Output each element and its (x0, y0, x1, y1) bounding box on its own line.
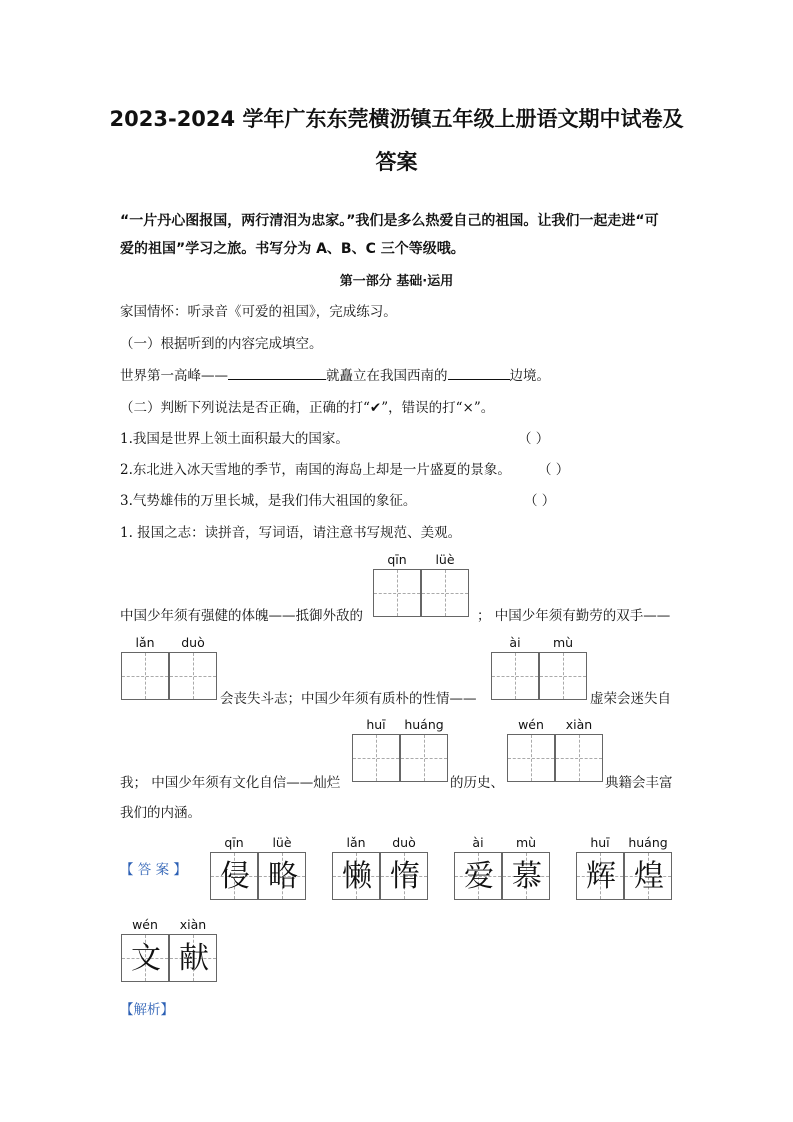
blank-border[interactable] (448, 365, 510, 380)
answer-pinyin-lue: lüè (272, 835, 292, 850)
answer-char: 侵 (220, 859, 250, 894)
pinyin-ai: ài (509, 635, 521, 650)
part1-text-a: 世界第一高峰—— (120, 368, 228, 384)
analysis-label: 【解析】 (120, 1002, 174, 1018)
q1-line4: 我们的内涵。 (120, 805, 201, 821)
q1-instruction: 1. 报国之志：读拼音，写词语，请注意书写规范、美观。 (120, 525, 462, 541)
answer-char: 文 (131, 941, 161, 976)
pinyin-xian: xiàn (565, 717, 593, 732)
answer-pinyin-ai: ài (472, 835, 484, 850)
part1-text-c: 边境。 (509, 368, 550, 384)
q1-line2-b: 虚荣会迷失自 (590, 691, 671, 707)
pinyin-wen: wén (518, 717, 544, 732)
write-box[interactable] (507, 734, 555, 782)
answer-char: 懒 (342, 859, 372, 894)
answer-char: 惰 (390, 859, 420, 894)
judge-item-2: 2.东北进入冰天雪地的季节，南国的海岛上却是一片盛夏的景象。 (120, 462, 511, 478)
pinyin-duo: duò (181, 635, 205, 650)
answer-box (502, 852, 550, 900)
answer-pinyin-huang: huáng (628, 835, 668, 850)
answer-box (624, 852, 672, 900)
pinyin-qin: qīn (387, 552, 407, 567)
q1-line3-b: 的历史、 (450, 775, 504, 791)
part1-fill-line (120, 364, 550, 384)
write-box[interactable] (169, 652, 217, 700)
pinyin-huang: huáng (404, 717, 444, 732)
part1-text-b: 就矗立在我国西南的 (326, 368, 448, 384)
doc-title-line2: 答案 (375, 150, 418, 174)
answer-char: 爱 (464, 859, 494, 894)
judge-item-3: 3.气势雄伟的万里长城，是我们伟大祖国的象征。 (120, 493, 417, 509)
blank-peak[interactable] (228, 365, 326, 380)
judge-paren-2[interactable]: （ ） (538, 462, 570, 478)
write-box[interactable] (373, 569, 421, 617)
intro-line2: 爱的祖国”学习之旅。书写分为 A、B、C 三个等级哦。 (120, 241, 465, 257)
answer-pinyin-wen: wén (132, 917, 158, 932)
pinyin-hui: huī (366, 717, 386, 732)
part2-heading: （二）判断下列说法是否正确，正确的打“✔”，错误的打“×”。 (120, 400, 495, 416)
answer-box (121, 934, 169, 982)
write-box[interactable] (421, 569, 469, 617)
answer-pinyin-mu: mù (515, 835, 537, 850)
answer-box (576, 852, 624, 900)
answer-pinyin-hui: huī (590, 835, 610, 850)
q1-line1-b: ； 中国少年须有勤劳的双手—— (477, 608, 671, 624)
question-intro: 家国情怀：听录音《可爱的祖国》，完成练习。 (120, 304, 397, 320)
q1-line2-a: 会丧失斗志；中国少年须有质朴的性情—— (220, 691, 477, 707)
answer-pinyin-xian: xiàn (179, 917, 207, 932)
judge-item-1: 1.我国是世界上领土面积最大的国家。 (120, 431, 349, 447)
answer-pinyin-lan: lǎn (346, 835, 366, 850)
intro-line1: “一片丹心图报国，两行清泪为忠家。”我们是多么热爱自己的祖国。让我们一起走进“可 (120, 213, 659, 229)
pinyin-lan: lǎn (135, 635, 155, 650)
answer-char: 辉 (586, 859, 616, 894)
judge-paren-1[interactable]: （ ） (518, 431, 550, 447)
q1-line3-c: 典籍会丰富 (605, 775, 673, 791)
write-box[interactable] (400, 734, 448, 782)
answer-char: 慕 (512, 859, 542, 894)
answer-box (332, 852, 380, 900)
answer-box (454, 852, 502, 900)
answer-char: 献 (179, 941, 209, 976)
answer-char: 略 (268, 859, 298, 894)
pinyin-mu: mù (552, 635, 574, 650)
pinyin-lue: lüè (435, 552, 455, 567)
answer-box (258, 852, 306, 900)
answer-pinyin-duo: duò (392, 835, 416, 850)
q1-line1-a: 中国少年须有强健的体魄——抵御外敌的 (120, 608, 363, 624)
judge-paren-3[interactable]: （ ） (524, 493, 556, 509)
q1-line3-a: 我； 中国少年须有文化自信——灿烂 (120, 775, 341, 791)
write-box[interactable] (352, 734, 400, 782)
write-box[interactable] (539, 652, 587, 700)
doc-title-line1: 2023-2024 学年广东东莞横沥镇五年级上册语文期中试卷及 (109, 107, 684, 131)
answer-char: 煌 (634, 859, 664, 894)
write-box[interactable] (121, 652, 169, 700)
answer-box (210, 852, 258, 900)
answer-pinyin-qin: qīn (224, 835, 244, 850)
write-box[interactable] (491, 652, 539, 700)
answer-label: 【 答 案 】 (120, 862, 187, 878)
write-box[interactable] (555, 734, 603, 782)
answer-box (380, 852, 428, 900)
section-title: 第一部分 基础·运用 (339, 274, 454, 289)
answer-box (169, 934, 217, 982)
part1-heading: （一）根据听到的内容完成填空。 (120, 336, 323, 352)
